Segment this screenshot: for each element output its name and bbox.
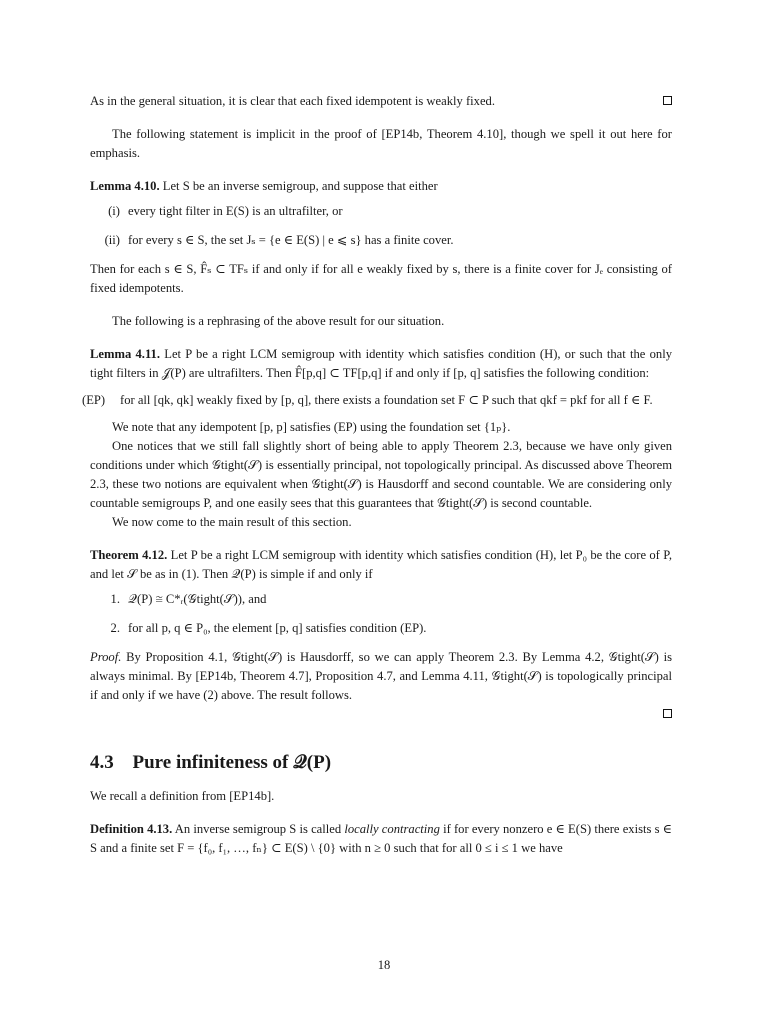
- qed-square-icon: [663, 96, 672, 105]
- lemma-label: Lemma 4.11.: [90, 347, 160, 361]
- list-item-text: for every s ∈ S, the set Jₛ = {e ∈ E(S) | e ⩽ s} has a finite cover.: [128, 233, 454, 247]
- list-item: [90, 202, 672, 221]
- definition-text-after: if for every nonzero e ∈ E(S) there exists s ∈ S and a finite set F = {f₀, f₁, …, fₙ} ⊂ E(S) \ {0} with n ≥ 0 such that for all 0 ≤ i ≤ 1 we have: [90, 822, 672, 855]
- lemma-4-11: [90, 345, 672, 383]
- theorem-4-12: [90, 546, 672, 584]
- proof-text: By Proposition 4.1, 𝒢tight(𝒮) is Hausdorff, so we can apply Theorem 2.3. By Lemma 4.2, 𝒢tight(𝒮) is always minimal. By [EP14b, Theorem 4.7], Proposition 4.7, and Lemma 4.11, 𝒢tight(𝒮) is topologically principal if and only if we have (2) above. The result follows.: [90, 650, 672, 702]
- lemma-intro: Let S be an inverse semigroup, and suppose that either: [162, 179, 438, 193]
- definition-label: Definition 4.13.: [90, 822, 173, 836]
- list-item: [90, 231, 672, 250]
- proof: [90, 648, 672, 705]
- lemma-4-10-conditions: [90, 202, 672, 250]
- lemma-label: Lemma 4.10.: [90, 179, 160, 193]
- paragraph-falling-short: One notices that we still fall slightly short of being able to apply Theorem 2.3, because we have only given conditions under which 𝒢tight(𝒮) is essentially principal, not topologically principal. As discussed above Theorem 2.3, these two notions are equivalent when 𝒢tight(𝒮) is Hausdorff and second countable. We are considering only countable semigroups P, and one easily sees that this guarantees that 𝒢tight(𝒮) is second countable.: [90, 439, 672, 510]
- definition-4-13: [90, 820, 672, 858]
- list-item: [90, 590, 672, 609]
- section-heading: [90, 751, 672, 775]
- paragraph-idempotent-note: We note that any idempotent [p, p] satisfies (EP) using the foundation set {1ₚ}.: [112, 420, 511, 434]
- paragraph-rephrasing: The following is a rephrasing of the above result for our situation.: [112, 314, 445, 328]
- lemma-text: Let P be a right LCM semigroup with identity which satisfies condition (H), or such that the only tight filters in 𝒥(P) are ultrafilters. Then F̂[p,q] ⊂ TF[p,q] if and only if [p, q] satisfies the following condition:: [90, 347, 672, 380]
- list-item-text: 𝒬(P) ≅ C*ᵣ(𝒢tight(𝒮)), and: [128, 592, 267, 606]
- theorem-4-12-conditions: [90, 590, 672, 638]
- section-number: 4.3: [90, 752, 114, 773]
- proof-end: [90, 705, 672, 723]
- qed-square-icon: [663, 709, 672, 718]
- section-title: Pure infiniteness of 𝒬(P): [132, 752, 332, 773]
- list-marker: 1.: [110, 592, 120, 606]
- condition-ep: [82, 391, 672, 410]
- definition-term: locally contracting: [344, 822, 440, 836]
- lemma-4-10-conclusion: Then for each s ∈ S, F̂ₛ ⊂ TFₛ if and only if for all e weakly fixed by s, there is a finite cover for Jₑ consisting of fixed idempotents.: [90, 262, 672, 295]
- condition-ep-label: (EP): [82, 393, 106, 407]
- theorem-label: Theorem 4.12.: [90, 548, 168, 562]
- paragraph-main-result: We now come to the main result of this section.: [112, 515, 352, 529]
- definition-text-before: An inverse semigroup S is called: [174, 822, 342, 836]
- condition-ep-text: for all [qk, qk] weakly fixed by [p, q], there exists a foundation set F ⊂ P such that qkf = pkf for all f ∈ F.: [120, 393, 653, 407]
- list-marker: (i): [108, 204, 120, 218]
- paragraph-text: As in the general situation, it is clear that each fixed idempotent is weakly fixed.: [90, 94, 495, 108]
- list-marker: (ii): [104, 233, 120, 247]
- page-body: [82, 92, 672, 858]
- paragraph-weakly-fixed: [90, 92, 672, 111]
- list-item-text: every tight filter in E(S) is an ultrafilter, or: [128, 204, 343, 218]
- list-marker: 2.: [110, 621, 120, 635]
- list-item: [90, 619, 672, 638]
- lemma-4-10: [90, 177, 672, 196]
- list-item-text: for all p, q ∈ P₀, the element [p, q] satisfies condition (EP).: [128, 621, 427, 635]
- paragraph-recall-definition: We recall a definition from [EP14b].: [90, 789, 275, 803]
- page-number: 18: [377, 958, 391, 972]
- theorem-text: Let P be a right LCM semigroup with identity which satisfies condition (H), let P₀ be the core of P, and let 𝒮 be as in (1). Then 𝒬(P) is simple if and only if: [90, 548, 672, 581]
- paragraph-implicit-statement: The following statement is implicit in the proof of [EP14b, Theorem 4.10], though we spell it out here for emphasis.: [90, 127, 672, 160]
- proof-label: Proof.: [90, 650, 122, 664]
